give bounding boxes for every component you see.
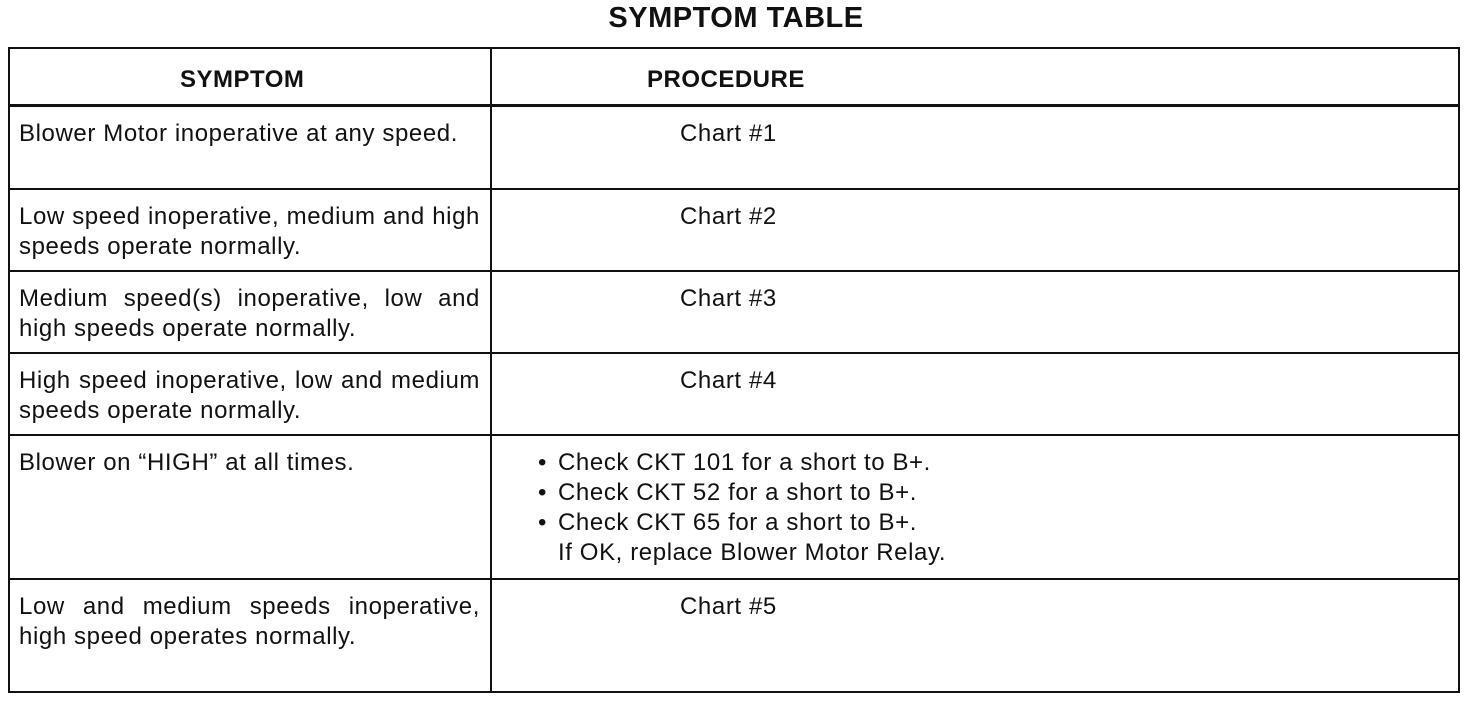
chart-reference: Chart #1 bbox=[680, 120, 777, 147]
table-header-row bbox=[10, 49, 1458, 107]
symptom-table bbox=[8, 47, 1460, 693]
bullet-icon: • bbox=[538, 479, 548, 506]
procedure-note: If OK, replace Blower Motor Relay. bbox=[558, 539, 947, 566]
symptom-text: Medium speed(s) inoperative, low and high speeds operate normally. bbox=[19, 285, 480, 342]
bullet-icon: • bbox=[538, 509, 548, 536]
symptom-text: High speed inoperative, low and medium speeds operate normally. bbox=[19, 367, 480, 424]
symptom-cell bbox=[10, 190, 490, 270]
procedure-cell bbox=[492, 436, 1458, 578]
column-header-procedure: PROCEDURE bbox=[647, 66, 805, 93]
procedure-cell bbox=[492, 272, 1458, 352]
symptom-text: Low and medium speeds inoperative, high speed operates normally. bbox=[19, 593, 480, 650]
table-row bbox=[10, 436, 1458, 580]
symptom-text: Blower on “HIGH” at all times. bbox=[19, 449, 355, 476]
table-row bbox=[10, 580, 1458, 691]
chart-reference: Chart #5 bbox=[680, 593, 777, 620]
bullet-text: Check CKT 65 for a short to B+. bbox=[558, 509, 917, 536]
symptom-cell bbox=[10, 436, 490, 578]
procedure-cell bbox=[492, 107, 1458, 188]
symptom-cell bbox=[10, 354, 490, 434]
procedure-cell bbox=[492, 580, 1458, 691]
chart-reference: Chart #2 bbox=[680, 203, 777, 230]
table-row bbox=[10, 354, 1458, 436]
bullet-item bbox=[538, 448, 946, 478]
procedure-cell bbox=[492, 354, 1458, 434]
bullet-item bbox=[538, 478, 946, 508]
page-title: SYMPTOM TABLE bbox=[608, 2, 864, 34]
symptom-cell bbox=[10, 107, 490, 188]
bullet-item bbox=[538, 508, 946, 538]
procedure-bullet-list bbox=[538, 448, 946, 568]
bullet-text: Check CKT 52 for a short to B+. bbox=[558, 479, 917, 506]
symptom-cell bbox=[10, 580, 490, 691]
bullet-icon: • bbox=[538, 449, 548, 476]
bullet-text: Check CKT 101 for a short to B+. bbox=[558, 449, 931, 476]
table-row bbox=[10, 190, 1458, 272]
table-row bbox=[10, 107, 1458, 190]
column-header-symptom: SYMPTOM bbox=[180, 66, 305, 93]
table-row bbox=[10, 272, 1458, 354]
symptom-text: Low speed inoperative, medium and high speeds operate normally. bbox=[19, 203, 480, 260]
symptom-cell bbox=[10, 272, 490, 352]
chart-reference: Chart #4 bbox=[680, 367, 777, 394]
procedure-cell bbox=[492, 190, 1458, 270]
column-divider bbox=[490, 49, 492, 104]
chart-reference: Chart #3 bbox=[680, 285, 777, 312]
symptom-text: Blower Motor inoperative at any speed. bbox=[19, 120, 459, 147]
